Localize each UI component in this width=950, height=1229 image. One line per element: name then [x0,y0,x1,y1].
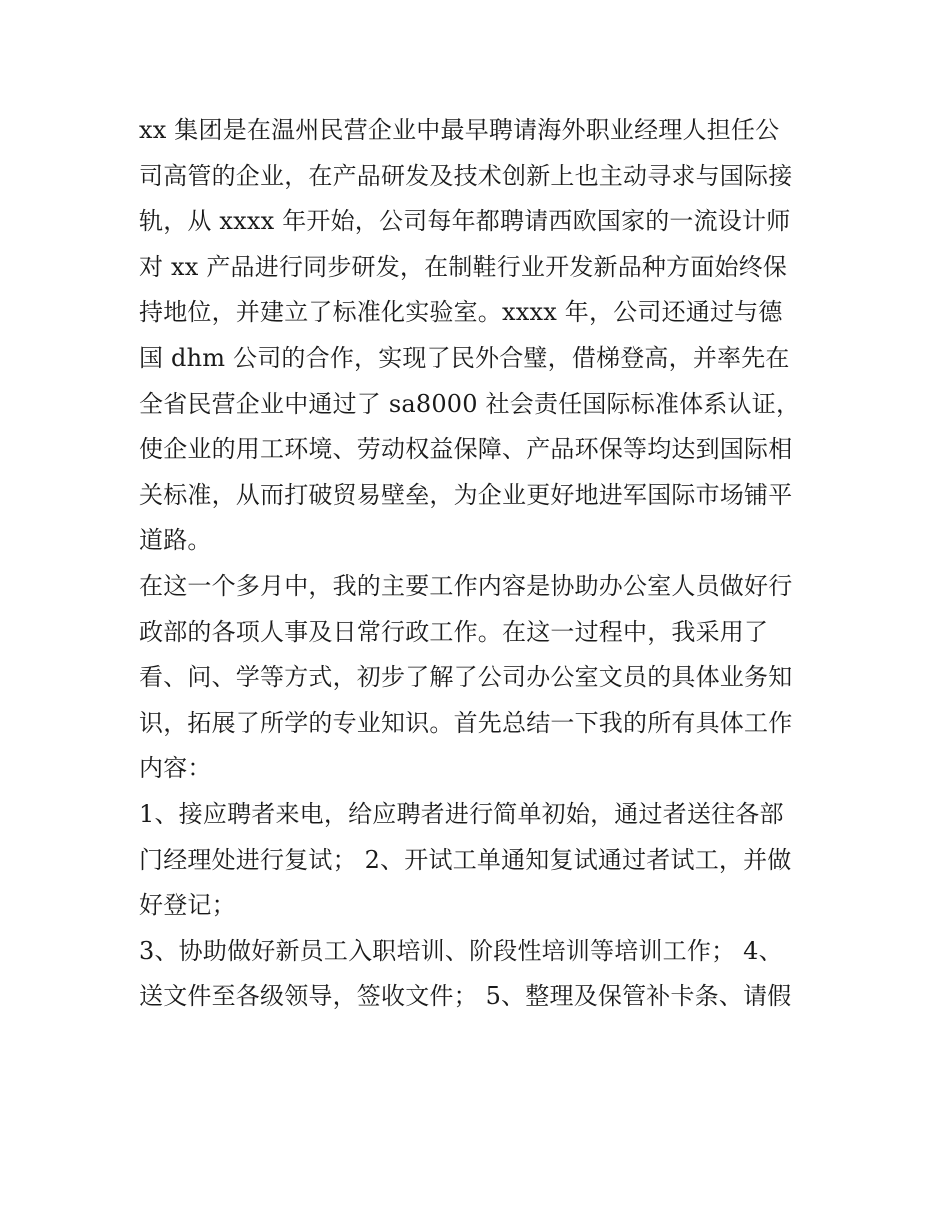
text-line: 政部的各项人事及日常行政工作。在这一过程中，我采用了 [139,617,769,646]
text-line: xx 集团是在温州民营企业中最早聘请海外职业经理人担任公 [139,116,780,144]
text-line: 对 xx 产品进行同步研发，在制鞋行业开发新品种方面始终保 [139,252,788,281]
text-line: 使企业的用工环境、劳动权益保障、产品环保等均达到国际相 [139,435,793,464]
text-line: 3、协助做好新员工入职培训、阶段性培训等培训工作； 4、 [139,936,783,965]
text-line: 识，拓展了所学的专业知识。首先总结一下我的所有具体工作 [139,708,793,737]
text-line: 国 dhm 公司的合作，实现了民外合璧，借梯登高，并率先在 [139,343,790,372]
text-line: 司高管的企业，在产品研发及技术创新上也主动寻求与国际接 [139,161,793,190]
text-line: 持地位，并建立了标准化实验室。xxxx 年，公司还通过与德 [139,298,783,327]
paragraph-task-list-1 [139,792,819,929]
text-line: 门经理处进行复试； 2、开试工单通知复试通过者试工，并做 [139,845,792,874]
text-line: 内容： [139,754,212,783]
paragraph-work-summary [139,564,819,792]
document-body [139,108,819,1020]
text-line: 好登记； [139,891,236,920]
text-line: 看、问、学等方式，初步了解了公司办公室文员的具体业务知 [139,663,793,692]
text-line: 送文件至各级领导，签收文件； 5、整理及保管补卡条、请假 [139,982,792,1011]
text-line: 在这一个多月中，我的主要工作内容是协助办公室人员做好行 [139,571,793,600]
text-line: 道路。 [139,526,212,555]
text-line: 1、接应聘者来电，给应聘者进行简单初始，通过者送往各部 [139,799,784,828]
paragraph-task-list-2 [139,929,819,1020]
text-line: 轨，从 xxxx 年开始，公司每年都聘请西欧国家的一流设计师 [139,207,791,236]
paragraph-company-intro [139,108,819,564]
text-line: 关标准，从而打破贸易壁垒，为企业更好地进军国际市场铺平 [139,480,793,509]
text-line: 全省民营企业中通过了 sa8000 社会责任国际标准体系认证， [139,389,801,418]
